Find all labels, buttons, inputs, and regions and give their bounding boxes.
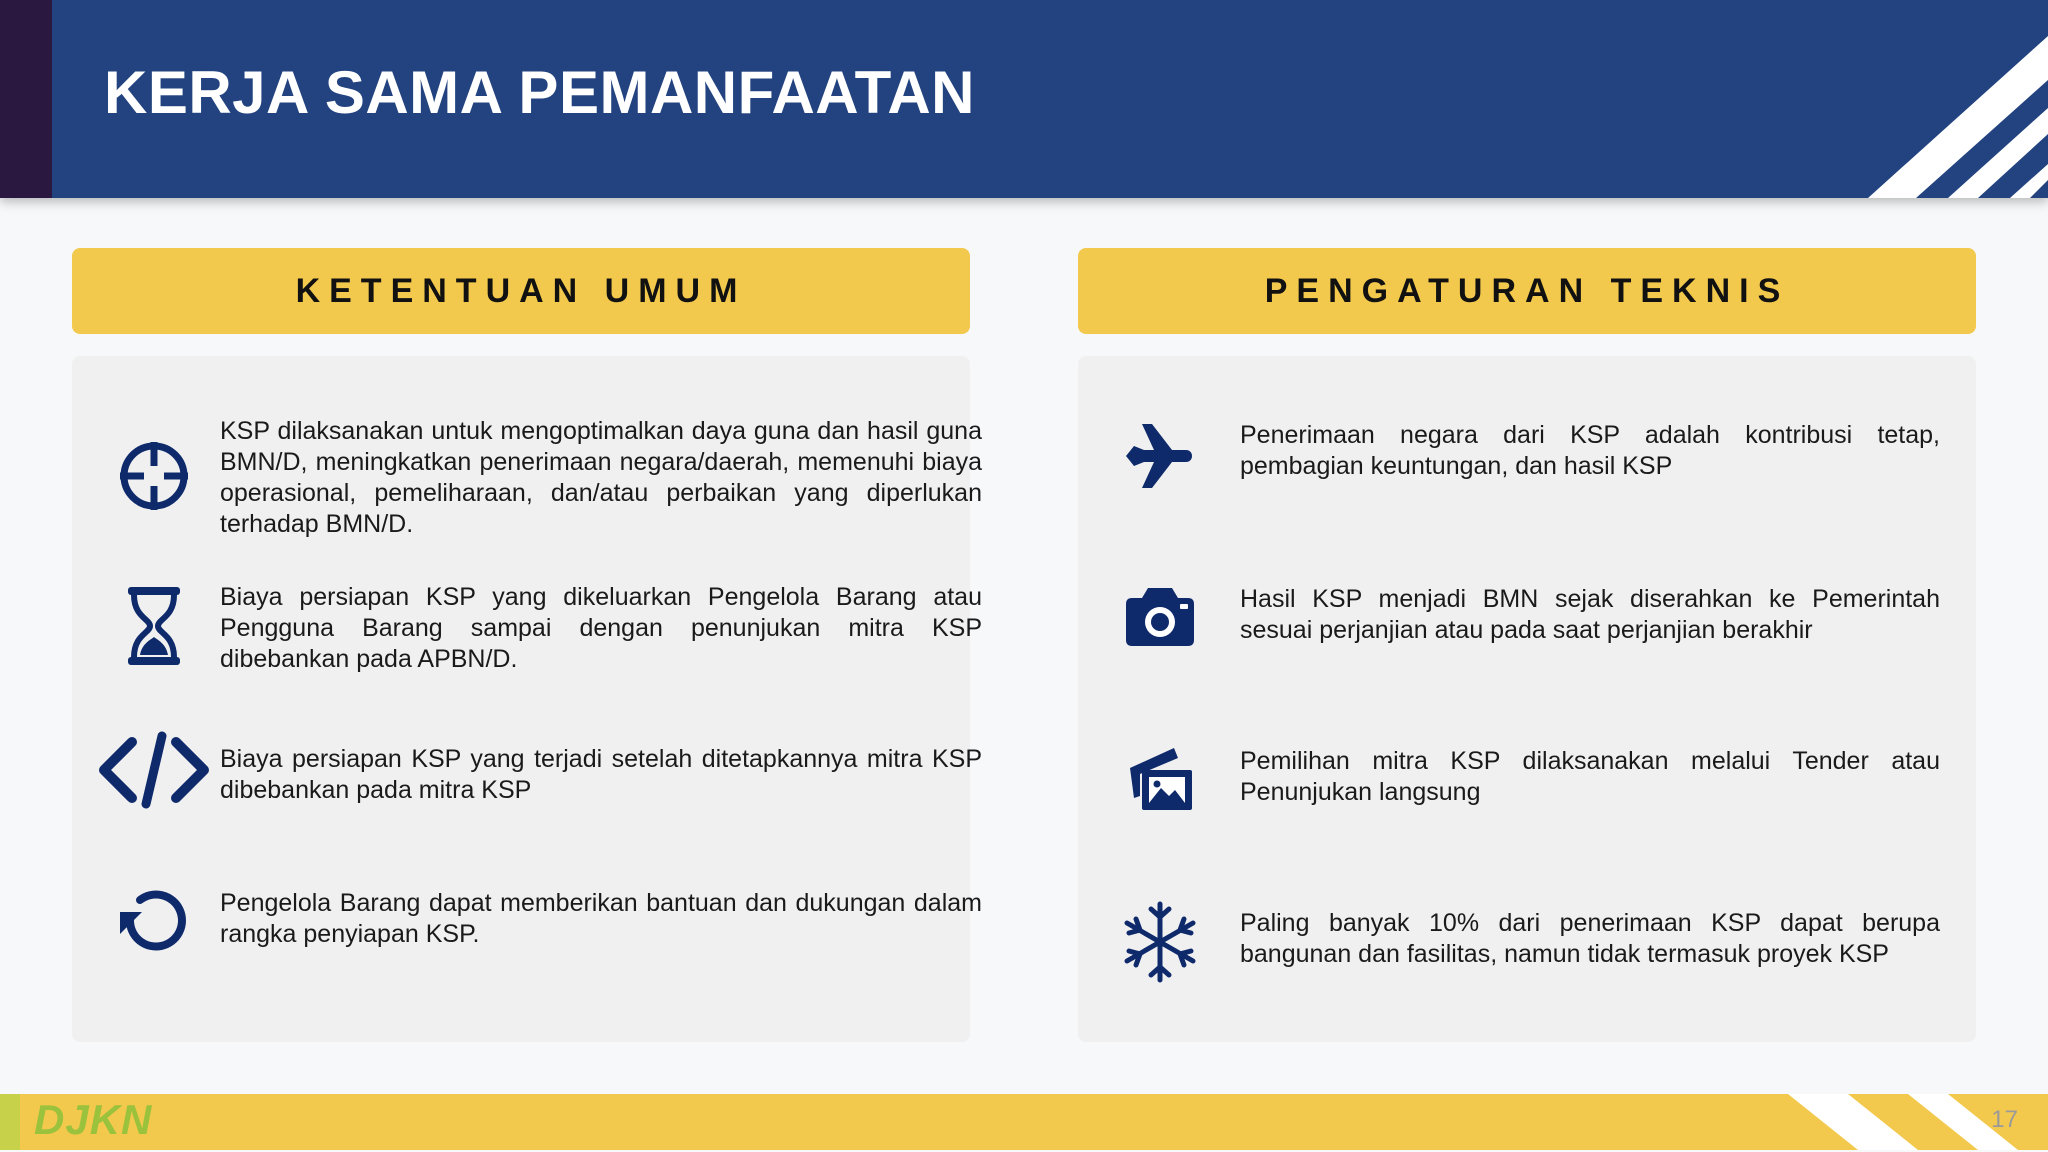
list-item-text: Pengelola Barang dapat memberikan bantuan dan dukungan dalam rangka penyiapan KSP. <box>220 889 982 948</box>
list-item-text: Penerimaan negara dari KSP adalah kontribusi tetap, pembagian keuntungan, dan hasil KSP <box>1240 421 1940 480</box>
djkn-logo: DJKN <box>34 1096 153 1143</box>
panel-pengaturan-teknis <box>1078 356 1976 1042</box>
list-item-text: Biaya persiapan KSP yang terjadi setelah ditetapkannya mitra KSP dibebankan pada mitra KSP <box>220 745 982 804</box>
section-heading-pengaturan-teknis: PENGATURAN TEKNIS <box>1078 248 1976 334</box>
panel-ketentuan-umum <box>72 356 982 1042</box>
page-number: 17 <box>1991 1106 2018 1133</box>
header-stripes-decoration <box>1748 0 2048 198</box>
page-title: KERJA SAMA PEMANFAATAN <box>104 59 976 126</box>
footer-accent-strip <box>0 1094 20 1150</box>
photos-icon <box>1118 738 1202 822</box>
hourglass-icon <box>102 574 206 678</box>
camera-icon <box>1118 574 1202 658</box>
section-heading-ketentuan-umum: KETENTUAN UMUM <box>72 248 970 334</box>
list-item-text: Biaya persiapan KSP yang dikeluarkan Pengelola Barang atau Pengguna Barang sampai dengan penunjukan mitra KSP dibebankan pada APBN/D. <box>220 583 982 673</box>
code-icon <box>96 718 212 822</box>
header-accent-strip <box>0 0 52 198</box>
list-item-text: Paling banyak 10% dari penerimaan KSP dapat berupa bangunan dan fasilitas, namun tidak termasuk proyek KSP <box>1240 909 1940 968</box>
list-item-text: Pemilihan mitra KSP dilaksanakan melalui Tender atau Penunjukan langsung <box>1240 747 1940 806</box>
list-item-text: Hasil KSP menjadi BMN sejak diserahkan ke Pemerintah sesuai perjanjian atau pada saat perjanjian berakhir <box>1240 585 1940 644</box>
airplane-icon <box>1118 414 1202 498</box>
crosshair-icon <box>102 424 206 528</box>
footer-bar <box>0 1094 2048 1150</box>
header-bar <box>0 0 2048 198</box>
undo-icon <box>102 868 206 972</box>
snowflake-icon <box>1118 900 1202 984</box>
list-item-text: KSP dilaksanakan untuk mengoptimalkan daya guna dan hasil guna BMN/D, meningkatkan penerimaan negara/daerah, memenuhi biaya operasional, pemeliharaan, dan/atau perbaikan yang diperlukan terhadap BMN/D. <box>220 417 982 538</box>
